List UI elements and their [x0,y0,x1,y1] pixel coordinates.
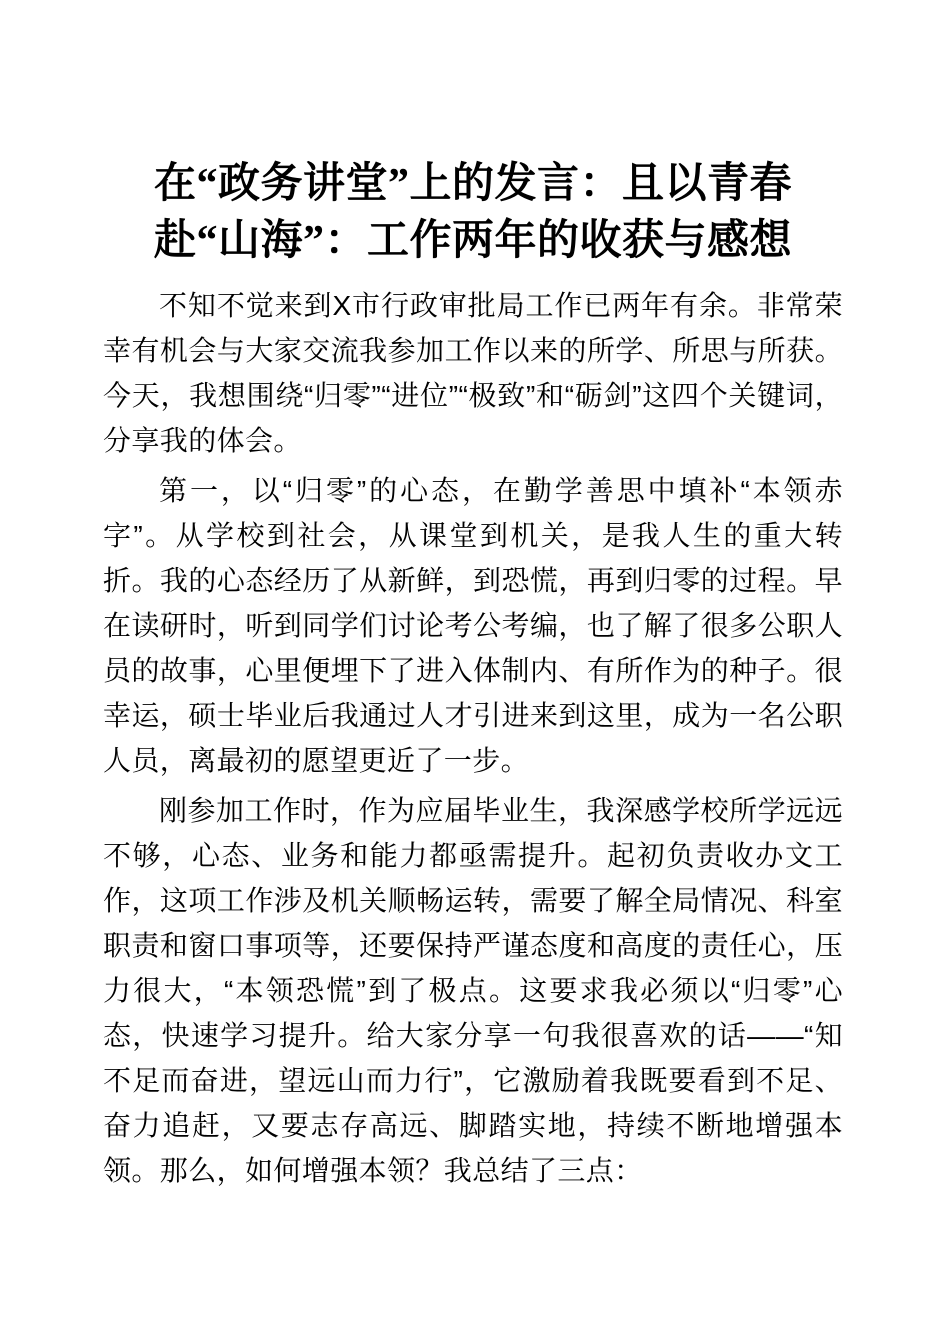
paragraph-first-point: 第一，以“归零”的心态，在勤学善思中填补“本领赤字”。从学校到社会，从课堂到机关，是我人生的重大转折。我的心态经历了从新鲜，到恐慌，再到归零的过程。早在读研时，听到同学们讨论考公考编，也了解了很多公职人员的故事，心里便埋下了进入体制内、有所作为的种子。很幸运，硕士毕业后我通过人才引进来到这里，成为一名公职人员，离最初的愿望更近了一步。 [103,475,843,776]
paragraph-work-experience: 刚参加工作时，作为应届毕业生，我深感学校所学远远不够，心态、业务和能力都亟需提升。起初负责收办文工作，这项工作涉及机关顺畅运转，需要了解全局情况、科室职责和窗口事项等，还要保持严谨态度和高度的责任心，压力很大，“本领恐慌”到了极点。这要求我必须以“归零”心态，快速学习提升。给大家分享一句我很喜欢的话——“知不足而奋进，望远山而力行”，它激励着我既要看到不足、奋力追赶，又要志存高远、脚踏实地，持续不断地增强本领。那么，如何增强本领？我总结了三点： [103,795,843,1186]
paragraph-intro: 不知不觉来到X市行政审批局工作已两年有余。非常荣幸有机会与大家交流我参加工作以来的所学、所思与所获。今天，我想围绕“归零”“进位”“极致”和“砺剑”这四个关键词，分享我的体会。 [103,290,843,456]
document-title [103,156,843,270]
document-body [103,283,843,1193]
document-title-line-1: 在“政务讲堂”上的发言：且以青春 [153,161,792,207]
document-title-line-2: 赴“山海”：工作两年的收获与感想 [153,218,792,264]
